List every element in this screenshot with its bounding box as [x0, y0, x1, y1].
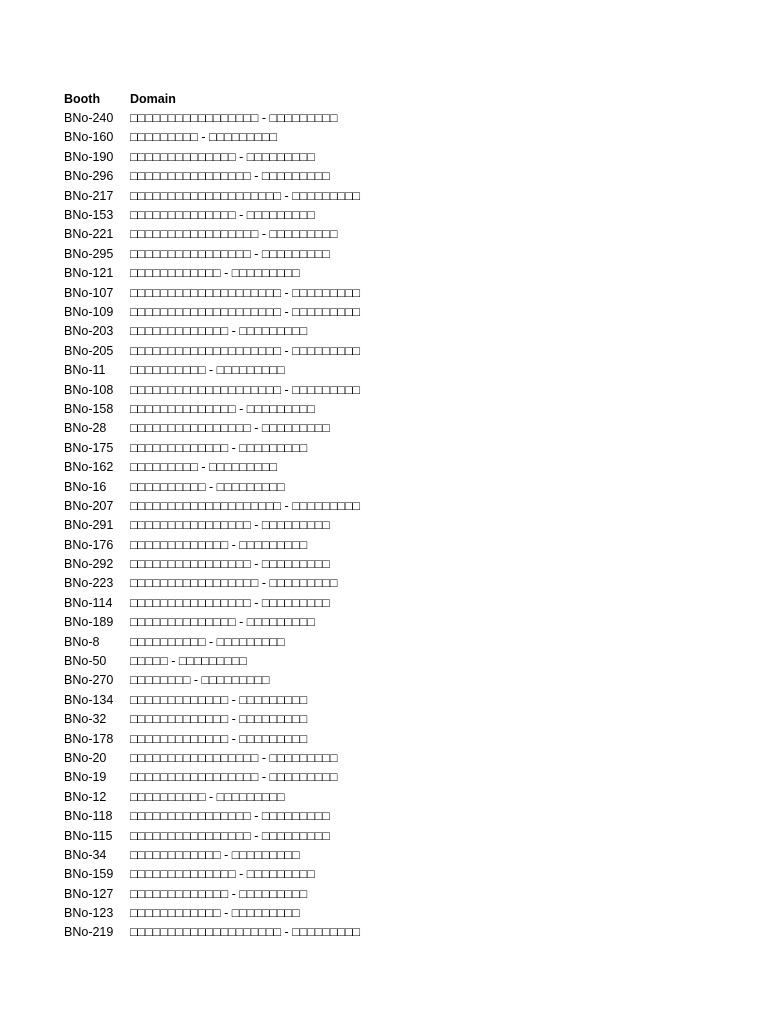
domain-cell: □□□□□□□□□□□□□□□□□□□□ - □□□□□□□□□: [130, 925, 361, 940]
booth-cell: BNo-12: [64, 789, 107, 804]
booth-cell: BNo-159: [64, 867, 114, 882]
booth-cell: BNo-240: [64, 111, 114, 126]
booth-cell: BNo-16: [64, 479, 107, 494]
booth-cell: BNo-108: [64, 382, 114, 397]
table-row: [64, 438, 360, 457]
booth-cell: BNo-19: [64, 770, 107, 785]
booth-cell: BNo-223: [64, 576, 114, 591]
table-row: [64, 729, 360, 748]
domain-cell: □□□□□□□□□□□□□□□□ - □□□□□□□□□: [130, 246, 330, 261]
table-row: [64, 147, 360, 166]
domain-cell: □□□□□□□□□□□□□ - □□□□□□□□□: [130, 692, 308, 707]
domain-cell: □□□□□□□□□□□□□□ - □□□□□□□□□: [130, 149, 315, 164]
table-row: [64, 671, 360, 690]
booth-domain-table: [64, 89, 360, 942]
booth-cell: BNo-34: [64, 847, 107, 862]
table-row: [64, 632, 360, 651]
booth-cell: BNo-109: [64, 304, 114, 319]
booth-cell: BNo-50: [64, 654, 107, 669]
table-header: [64, 89, 360, 108]
booth-cell: BNo-20: [64, 750, 107, 765]
domain-cell: □□□□□□□□□ - □□□□□□□□□: [130, 130, 278, 145]
booth-cell: BNo-121: [64, 266, 114, 281]
domain-cell: □□□□□□□□□□□□□□□□□ - □□□□□□□□□: [130, 111, 338, 126]
domain-cell: □□□□□□□□□□□□□□□□□□□□ - □□□□□□□□□: [130, 304, 361, 319]
domain-cell: □□□□□□□□□□□□□□□□ - □□□□□□□□□: [130, 169, 330, 184]
table-row: [64, 167, 360, 186]
table-row: [64, 186, 360, 205]
domain-cell: □□□□□□□□□□□□□ - □□□□□□□□□: [130, 731, 308, 746]
domain-cell: □□□□□□□□□□□□□□□□ - □□□□□□□□□: [130, 595, 330, 610]
booth-cell: BNo-134: [64, 692, 114, 707]
domain-cell: □□□□□□□□□□□□□ - □□□□□□□□□: [130, 324, 308, 339]
table-row: [64, 884, 360, 903]
domain-cell: □□□□□□□□□□ - □□□□□□□□□: [130, 363, 285, 378]
booth-cell: BNo-11: [64, 363, 106, 378]
domain-cell: □□□□□□□□□□ - □□□□□□□□□: [130, 479, 285, 494]
booth-cell: BNo-291: [64, 518, 114, 533]
domain-cell: □□□□□□□□□□□□□□ - □□□□□□□□□: [130, 208, 315, 223]
domain-cell: □□□□□□□□□□ - □□□□□□□□□: [130, 789, 285, 804]
domain-cell: □□□□□□□□□□□□□ - □□□□□□□□□: [130, 886, 308, 901]
table-row: [64, 574, 360, 593]
table-row: [64, 360, 360, 379]
table-row: [64, 748, 360, 767]
table-row: [64, 768, 360, 787]
domain-cell: □□□□□□□□□□□□□□□□□ - □□□□□□□□□: [130, 227, 338, 242]
table-row: [64, 205, 360, 224]
booth-cell: BNo-221: [64, 227, 114, 242]
domain-cell: □□□□□ - □□□□□□□□□: [130, 654, 247, 669]
booth-cell: BNo-296: [64, 169, 114, 184]
table-row: [64, 710, 360, 729]
domain-cell: □□□□□□□□□ - □□□□□□□□□: [130, 460, 278, 475]
booth-cell: BNo-189: [64, 615, 114, 630]
booth-cell: BNo-8: [64, 634, 100, 649]
domain-cell: □□□□□□□□□□□□□□ - □□□□□□□□□: [130, 401, 315, 416]
booth-cell: BNo-203: [64, 324, 114, 339]
domain-cell: □□□□□□□□□□□□□ - □□□□□□□□□: [130, 712, 308, 727]
table-row: [64, 322, 360, 341]
domain-cell: □□□□□□□□□□ - □□□□□□□□□: [130, 634, 285, 649]
domain-cell: □□□□□□□□ - □□□□□□□□□: [130, 673, 270, 688]
table-row: [64, 845, 360, 864]
table-row: [64, 283, 360, 302]
domain-cell: □□□□□□□□□□□□□□□□ - □□□□□□□□□: [130, 828, 330, 843]
table-row: [64, 496, 360, 515]
table-row: [64, 613, 360, 632]
table-row: [64, 865, 360, 884]
booth-cell: BNo-118: [64, 809, 113, 824]
header-domain: Domain: [130, 91, 176, 106]
booth-cell: BNo-127: [64, 886, 114, 901]
domain-cell: □□□□□□□□□□□□□□□□ - □□□□□□□□□: [130, 557, 330, 572]
table-row: [64, 399, 360, 418]
domain-cell: □□□□□□□□□□□□□ - □□□□□□□□□: [130, 537, 308, 552]
table-row: [64, 302, 360, 321]
table-row: [64, 554, 360, 573]
table-row: [64, 516, 360, 535]
domain-cell: □□□□□□□□□□□□□□□□□□□□ - □□□□□□□□□: [130, 382, 361, 397]
domain-cell: □□□□□□□□□□□□ - □□□□□□□□□: [130, 266, 300, 281]
table-row: [64, 535, 360, 554]
booth-cell: BNo-295: [64, 246, 114, 261]
domain-cell: □□□□□□□□□□□□□□□□□ - □□□□□□□□□: [130, 770, 338, 785]
domain-cell: □□□□□□□□□□□□□□ - □□□□□□□□□: [130, 615, 315, 630]
table-row: [64, 806, 360, 825]
domain-cell: □□□□□□□□□□□□□□□□□□□□ - □□□□□□□□□: [130, 285, 361, 300]
table-row: [64, 108, 360, 127]
booth-cell: BNo-162: [64, 460, 114, 475]
table-row: [64, 419, 360, 438]
domain-cell: □□□□□□□□□□□□ - □□□□□□□□□: [130, 847, 300, 862]
booth-cell: BNo-190: [64, 149, 114, 164]
booth-cell: BNo-176: [64, 537, 114, 552]
domain-cell: □□□□□□□□□□□□□ - □□□□□□□□□: [130, 440, 308, 455]
table-row: [64, 787, 360, 806]
booth-cell: BNo-217: [64, 188, 114, 203]
domain-cell: □□□□□□□□□□□□□□□□□□□□ - □□□□□□□□□: [130, 343, 361, 358]
booth-cell: BNo-270: [64, 673, 114, 688]
booth-cell: BNo-205: [64, 343, 114, 358]
domain-cell: □□□□□□□□□□□□□□□□□ - □□□□□□□□□: [130, 750, 338, 765]
table-row: [64, 593, 360, 612]
domain-cell: □□□□□□□□□□□□□□□□ - □□□□□□□□□: [130, 809, 330, 824]
booth-cell: BNo-107: [64, 285, 114, 300]
booth-cell: BNo-28: [64, 421, 107, 436]
table-row: [64, 923, 360, 942]
table-row: [64, 244, 360, 263]
table-row: [64, 477, 360, 496]
domain-cell: □□□□□□□□□□□□□□ - □□□□□□□□□: [130, 867, 315, 882]
domain-cell: □□□□□□□□□□□□ - □□□□□□□□□: [130, 906, 300, 921]
table-row: [64, 903, 360, 922]
domain-cell: □□□□□□□□□□□□□□□□ - □□□□□□□□□: [130, 421, 330, 436]
booth-cell: BNo-207: [64, 498, 114, 513]
booth-cell: BNo-175: [64, 440, 114, 455]
domain-cell: □□□□□□□□□□□□□□□□□□□□ - □□□□□□□□□: [130, 498, 361, 513]
booth-cell: BNo-158: [64, 401, 114, 416]
table-row: [64, 826, 360, 845]
booth-cell: BNo-292: [64, 557, 114, 572]
booth-cell: BNo-178: [64, 731, 114, 746]
domain-cell: □□□□□□□□□□□□□□□□□□□□ - □□□□□□□□□: [130, 188, 361, 203]
table-row: [64, 380, 360, 399]
booth-cell: BNo-160: [64, 130, 114, 145]
header-booth: Booth: [64, 91, 101, 106]
booth-cell: BNo-32: [64, 712, 107, 727]
table-row: [64, 225, 360, 244]
table-row: [64, 128, 360, 147]
booth-cell: BNo-114: [64, 595, 113, 610]
booth-cell: BNo-123: [64, 906, 114, 921]
booth-cell: BNo-219: [64, 925, 114, 940]
domain-cell: □□□□□□□□□□□□□□□□ - □□□□□□□□□: [130, 518, 330, 533]
booth-cell: BNo-153: [64, 208, 114, 223]
table-row: [64, 690, 360, 709]
booth-cell: BNo-115: [64, 828, 113, 843]
table-row: [64, 264, 360, 283]
table-row: [64, 651, 360, 670]
domain-cell: □□□□□□□□□□□□□□□□□ - □□□□□□□□□: [130, 576, 338, 591]
table-body: [64, 108, 360, 942]
table-row: [64, 457, 360, 476]
table-row: [64, 341, 360, 360]
